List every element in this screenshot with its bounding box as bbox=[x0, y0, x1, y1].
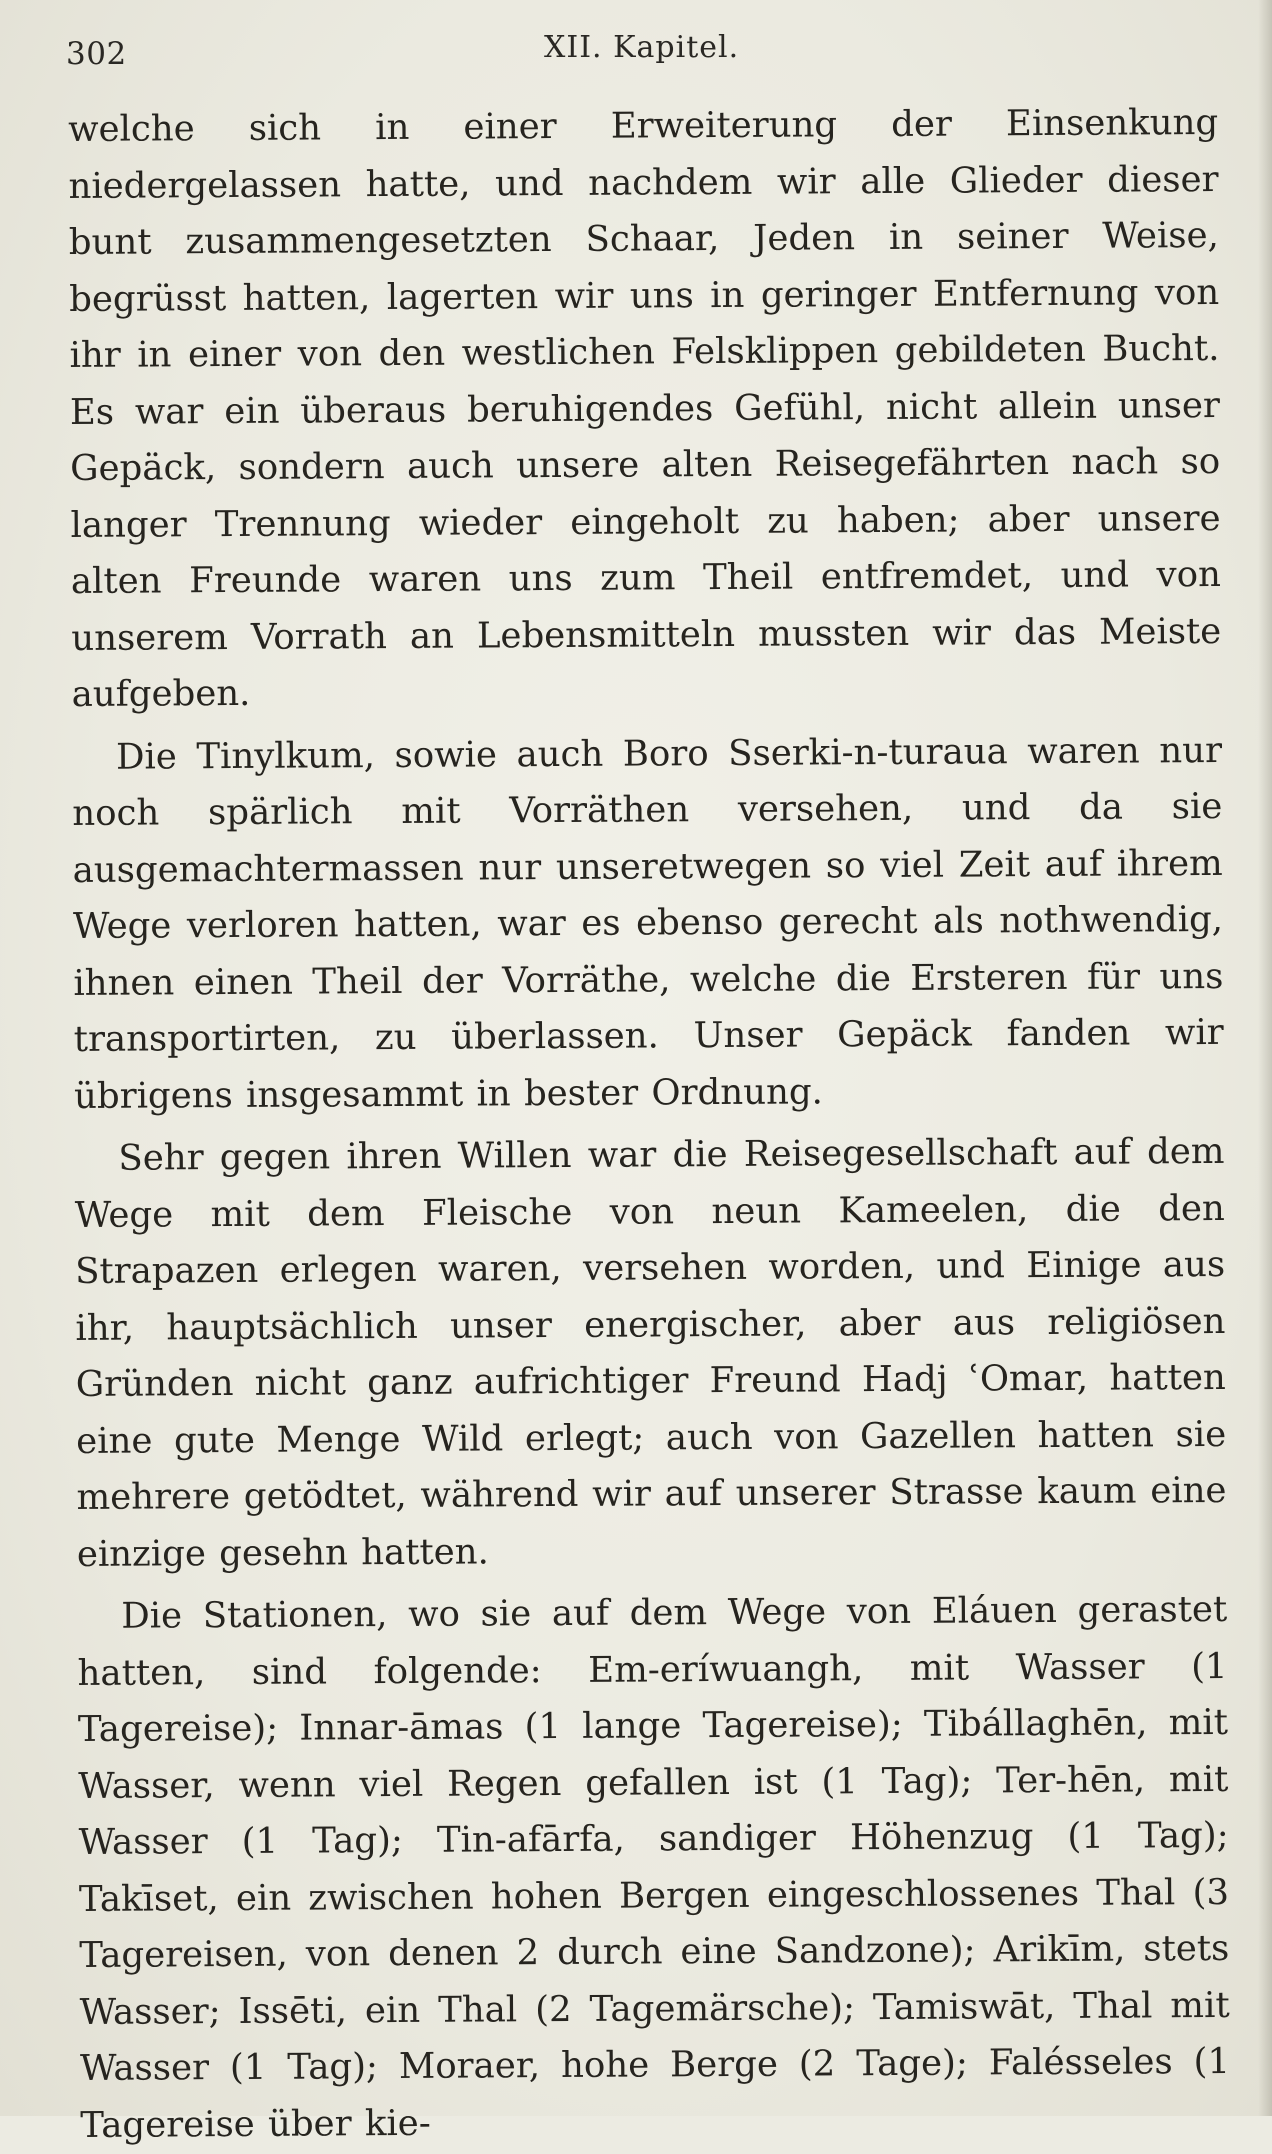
page-number: 302 bbox=[66, 36, 127, 72]
page-header bbox=[66, 30, 1232, 80]
paragraph-reisegesellschaft: Sehr gegen ihren Willen war die Reisegesellschaft auf dem Wege mit dem Fleische von neun Kameelen, die den Strapazen erlegen waren, versehen worden, und Einige aus ihr, hauptsächlich unser energischer, aber aus religiösen Gründen nicht ganz aufrichtiger Freund Hadj ʿOmar, hatten eine gute Menge Wild erlegt; auch von Gazellen hatten sie mehrere getödtet, während wir auf unserer Strasse kaum eine einzige gesehn hatten. bbox=[74, 1130, 1227, 1575]
running-head: XII. Kapitel. bbox=[544, 30, 740, 65]
paragraph-tinylkum: Die Tinylkum, sowie auch Boro Sserki-n-turaua waren nur noch spärlich mit Vorräthen versehen, und da sie ausgemachtermassen nur unseretwegen so viel Zeit auf ihrem Wege verloren hatten, war es ebenso gerecht als nothwendig, ihnen einen Theil der Vorräthe, welche die Ersteren für uns transportirten, zu überlassen. Unser Gepäck fanden wir übrigens insgesammt in bester Ordnung. bbox=[72, 729, 1224, 1117]
paragraph-continuation: welche sich in einer Erweiterung der Einsenkung niedergelassen hatte, und nachdem wir alle Glieder dieser bunt zusammengesetzten Schaar, Jeden in seiner Weise, begrüsst hatten, lagerten wir uns in geringer Entfernung von ihr in einer von den westlichen Felsklippen gebildeten Bucht. Es war ein überaus beruhigendes Gefühl, nicht allein unser Gepäck, sondern auch unsere alten Reisegefährten nach so langer Trennung wieder eingeholt zu haben; aber unsere alten Freunde waren uns zum Theil entfremdet, und von unserem Vorrath an Lebensmitteln mussten wir das Meiste aufgeben. bbox=[68, 101, 1222, 715]
page-gutter-shadow bbox=[1258, 0, 1272, 2116]
body-text bbox=[68, 95, 1231, 2154]
paragraph-stationen: Die Stationen, wo sie auf dem Wege von Eláuen gerastet hatten, sind folgende: Em-eríwuangh, mit Wasser (1 Tagereise); Innar-āmas (1 lange Tagereise); Tibállaghēn, mit Wasser, wenn viel Regen gefallen ist (1 Tag); Ter-hēn, mit Wasser (1 Tag); Tin-afārfa, sandiger Höhenzug (1 Tag); Takīset, ein zwischen hohen Bergen eingeschlossenes Thal (3 Tagereisen, von denen 2 durch eine Sandzone); Arikīm, stets Wasser; Issēti, ein Thal (2 Tagemärsche); Tamiswāt, Thal mit Wasser (1 Tag); Moraer, hohe Berge (2 Tage); Falésseles (1 Tagereise über kie- bbox=[77, 1588, 1231, 2146]
